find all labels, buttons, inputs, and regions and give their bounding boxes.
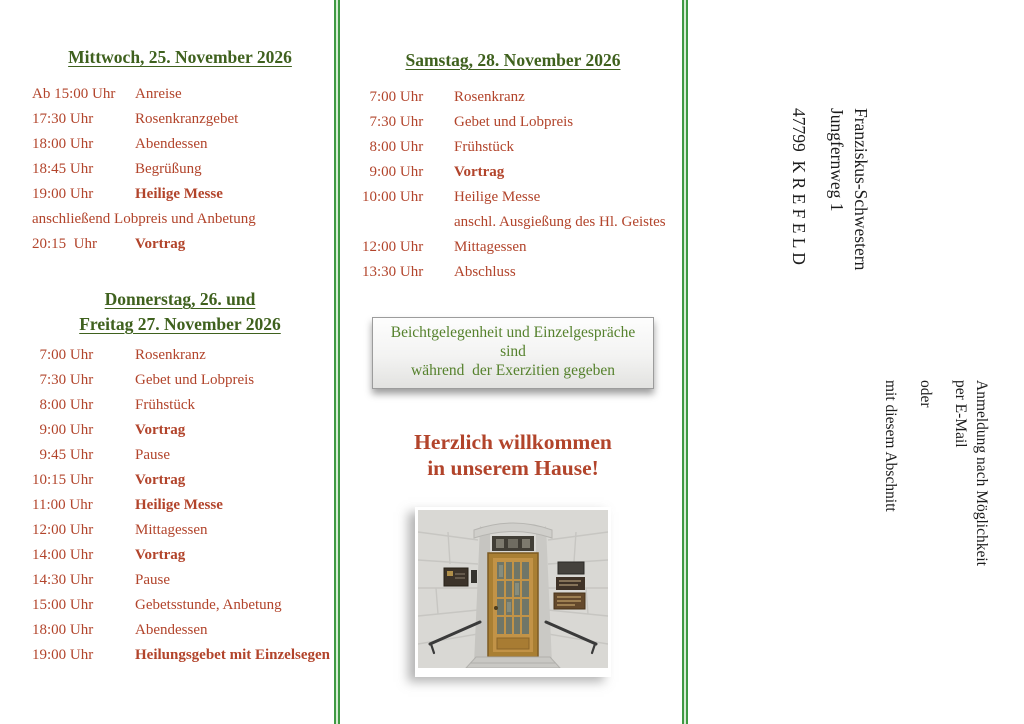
schedule-time: 10:15 Uhr	[32, 472, 94, 488]
schedule-activity: Rosenkranzgebet	[135, 111, 239, 127]
schedule-time: 7:00 Uhr	[32, 347, 94, 363]
schedule-row	[32, 493, 328, 518]
schedule-row	[32, 593, 328, 618]
schedule-activity: Vortrag	[135, 547, 186, 563]
text-line: während der Exerzitien gegeben	[411, 362, 615, 379]
schedule-time: 12:00 Uhr	[362, 239, 424, 255]
text-line: Herzlich willkommen	[414, 430, 612, 454]
schedule-activity: Vortrag	[135, 236, 186, 252]
schedule-row	[32, 157, 328, 182]
schedule-row	[32, 82, 328, 107]
schedule-time	[362, 210, 454, 235]
text-line: mit diesem Abschnitt	[882, 380, 899, 512]
schedule-row	[32, 468, 328, 493]
line-spacer	[811, 108, 825, 323]
schedule-rows	[32, 343, 328, 668]
schedule-activity: Mittagessen	[135, 522, 208, 538]
schedule-activity: Gebetsstunde, Anbetung	[135, 597, 282, 613]
section-heading	[352, 48, 674, 73]
schedule-time: 9:00 Uhr	[362, 164, 424, 180]
text-line: Beichtgelegenheit und Einzelgespräche	[390, 324, 636, 341]
text-line: sind	[500, 343, 526, 360]
schedule-row	[32, 232, 328, 257]
schedule-activity: Vortrag	[135, 472, 186, 488]
schedule-time: 7:30 Uhr	[32, 372, 94, 388]
registration-note	[880, 380, 992, 630]
schedule-activity: Begrüßung	[135, 161, 202, 177]
schedule-activity: Gebet und Lobpreis	[135, 372, 255, 388]
section-heading-line: Mittwoch, 25. November 2026	[68, 47, 292, 67]
schedule-row	[32, 418, 328, 443]
schedule-activity: Mittagessen	[454, 239, 527, 255]
schedule-rows	[32, 82, 328, 257]
section-heading	[32, 45, 328, 70]
schedule-time: 12:00 Uhr	[32, 522, 94, 538]
fold-divider-right	[682, 0, 688, 724]
schedule-row	[352, 160, 674, 185]
schedule-activity: Pause	[135, 447, 170, 463]
schedule-row	[352, 260, 674, 285]
schedule-time: 9:45 Uhr	[32, 447, 94, 463]
schedule-activity: Heilige Messe	[135, 497, 223, 513]
text-line: Jungfernweg 1	[827, 108, 847, 212]
schedule-activity: Vortrag	[454, 164, 505, 180]
schedule-time: 9:00 Uhr	[32, 422, 94, 438]
confession-notice-box	[372, 317, 654, 389]
schedule-time: 18:00 Uhr	[32, 622, 94, 638]
schedule-activity: Rosenkranz	[454, 89, 525, 105]
schedule-activity: anschl. Ausgießung des Hl. Geistes	[454, 214, 666, 230]
schedule-row	[32, 643, 328, 668]
schedule-row	[32, 182, 328, 207]
welcome-message	[352, 429, 674, 481]
schedule-rows	[352, 85, 674, 285]
entrance-door-illustration	[418, 510, 608, 668]
schedule-section-wednesday	[32, 45, 328, 257]
schedule-row	[32, 107, 328, 132]
schedule-activity: Abendessen	[135, 136, 208, 152]
schedule-activity: Frühstück	[454, 139, 514, 155]
schedule-time: 8:00 Uhr	[362, 139, 424, 155]
text-line: in unserem Hause!	[427, 456, 599, 480]
schedule-activity: Abendessen	[135, 622, 208, 638]
schedule-time: 17:30 Uhr	[32, 111, 94, 127]
schedule-activity: Abschluss	[454, 264, 516, 280]
section-heading	[32, 287, 328, 337]
schedule-row	[32, 132, 328, 157]
schedule-time: 14:30 Uhr	[32, 572, 94, 588]
schedule-time: 7:30 Uhr	[362, 114, 424, 130]
schedule-activity: Anreise	[135, 86, 182, 102]
text-line: per E-Mail	[952, 380, 969, 448]
schedule-row	[352, 235, 674, 260]
schedule-row	[32, 543, 328, 568]
schedule-activity: Heilige Messe	[135, 186, 223, 202]
text-line: 47799 K R E F E L D	[789, 108, 809, 265]
schedule-time: 20:15 Uhr	[32, 236, 97, 252]
schedule-row	[352, 110, 674, 135]
schedule-row: anschließend Lobpreis und Anbetung	[32, 211, 256, 227]
schedule-row	[32, 368, 328, 393]
schedule-time: 11:00 Uhr	[32, 497, 93, 513]
schedule-activity: Pause	[135, 572, 170, 588]
line-spacer	[936, 380, 950, 630]
schedule-time: 8:00 Uhr	[32, 397, 94, 413]
schedule-row	[352, 85, 674, 110]
schedule-time: 13:30 Uhr	[362, 264, 424, 280]
schedule-row	[32, 443, 328, 468]
address-block	[787, 108, 873, 323]
schedule-row	[32, 518, 328, 543]
panel-left	[32, 45, 328, 668]
schedule-section-thursday-friday	[32, 287, 328, 668]
schedule-row	[352, 210, 674, 235]
fold-divider-left	[334, 0, 340, 724]
schedule-time: 18:45 Uhr	[32, 161, 94, 177]
schedule-row	[32, 393, 328, 418]
schedule-time: 19:00 Uhr	[32, 647, 94, 663]
schedule-activity: Vortrag	[135, 422, 186, 438]
schedule-activity: Heilungsgebet mit Einzelsegen	[135, 647, 330, 663]
entrance-door-photo	[415, 507, 611, 677]
section-heading-line: Samstag, 28. November 2026	[405, 50, 621, 70]
section-heading-line: Freitag 27. November 2026	[79, 314, 281, 334]
schedule-row	[32, 568, 328, 593]
text-line: Franziskus-Schwestern	[851, 108, 871, 271]
schedule-activity: Gebet und Lobpreis	[454, 114, 574, 130]
schedule-section-saturday	[352, 48, 674, 285]
schedule-time: 14:00 Uhr	[32, 547, 94, 563]
schedule-time: 15:00 Uhr	[32, 597, 94, 613]
schedule-time: Ab 15:00 Uhr	[32, 86, 116, 102]
text-line: oder	[917, 380, 934, 408]
section-heading-line: Donnerstag, 26. und	[104, 289, 256, 309]
schedule-row	[32, 618, 328, 643]
schedule-activity: Frühstück	[135, 397, 195, 413]
schedule-time: 18:00 Uhr	[32, 136, 94, 152]
schedule-row	[32, 343, 328, 368]
schedule-activity: Rosenkranz	[135, 347, 206, 363]
schedule-time: 7:00 Uhr	[362, 89, 424, 105]
panel-middle	[352, 48, 674, 677]
schedule-time: 19:00 Uhr	[32, 186, 94, 202]
schedule-row	[352, 185, 674, 210]
text-line: Anmeldung nach Möglichkeit	[973, 380, 990, 566]
schedule-activity: Heilige Messe	[454, 189, 541, 205]
line-spacer	[901, 380, 915, 630]
schedule-time: 10:00 Uhr	[362, 189, 424, 205]
schedule-row	[352, 135, 674, 160]
